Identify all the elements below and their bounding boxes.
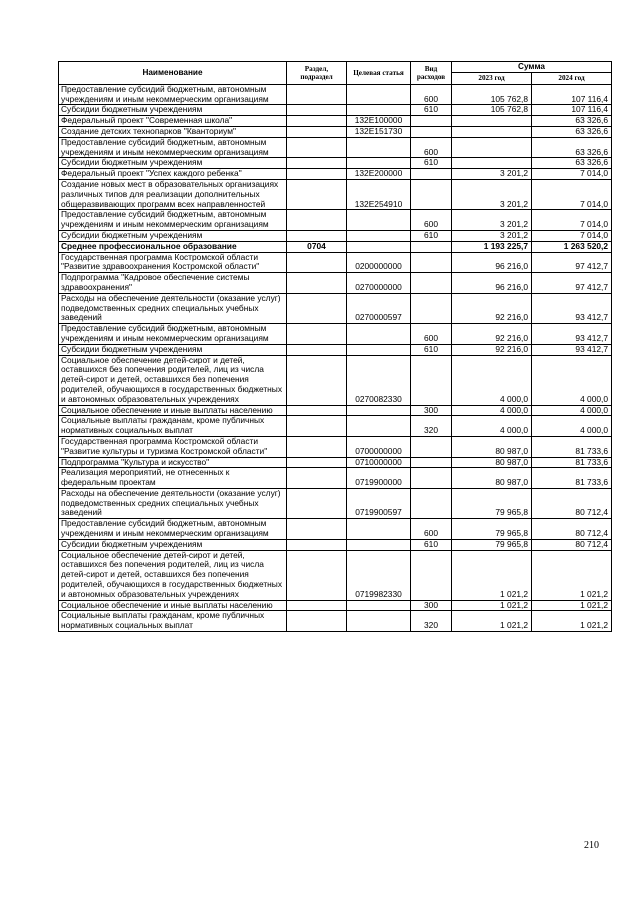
row-kind [411,355,452,405]
table-row [59,293,612,323]
row-name: Предоставление субсидий бюджетным, автономным учреждениям и иным некоммерческим организациям [59,324,287,345]
table-row [59,436,612,457]
row-value-2023: 4 000,0 [452,355,532,405]
row-value-2024: 97 412,7 [532,252,612,273]
table-row [59,405,612,416]
row-section [287,539,347,550]
row-name: Расходы на обеспечение деятельности (оказание услуг) подведомственных средних специальных учебных заведений [59,488,287,518]
table-row [59,324,612,345]
row-value-2023: 1 021,2 [452,611,532,632]
table-row [59,273,612,294]
row-section [287,519,347,540]
row-target [347,210,411,231]
row-section [287,179,347,209]
row-value-2023: 96 216,0 [452,252,532,273]
row-section [287,116,347,127]
header-name: Наименование [59,62,287,85]
row-value-2024: 1 263 520,2 [532,241,612,252]
row-section [287,436,347,457]
row-value-2024: 4 000,0 [532,355,612,405]
row-target: 0270000597 [347,293,411,323]
row-value-2023: 3 201,2 [452,210,532,231]
row-section [287,324,347,345]
row-value-2023: 4 000,0 [452,405,532,416]
row-section [287,488,347,518]
row-kind: 600 [411,137,452,158]
row-section [287,84,347,105]
row-kind: 300 [411,600,452,611]
row-kind [411,169,452,180]
row-target [347,84,411,105]
table-row [59,355,612,405]
row-value-2023: 1 193 225,7 [452,241,532,252]
row-name: Социальное обеспечение и иные выплаты населению [59,600,287,611]
row-value-2023 [452,158,532,169]
row-kind: 600 [411,84,452,105]
row-section [287,137,347,158]
row-value-2024: 80 712,4 [532,488,612,518]
row-value-2024: 63 326,6 [532,137,612,158]
table-row [59,127,612,138]
row-target [347,241,411,252]
row-kind: 320 [411,611,452,632]
row-section [287,457,347,468]
row-value-2024: 4 000,0 [532,405,612,416]
row-section [287,611,347,632]
row-value-2024: 107 116,4 [532,105,612,116]
row-target: 132E100000 [347,116,411,127]
row-name: Предоставление субсидий бюджетным, автономным учреждениям и иным некоммерческим организациям [59,519,287,540]
row-name: Социальное обеспечение детей-сирот и детей, оставшихся без попечения родителей, лиц из числа детей-сирот и детей, оставшихся без попечения родителей, обучающихся в государственных бюджетных и автономных образовательных учреждениях [59,355,287,405]
row-value-2023: 79 965,8 [452,488,532,518]
row-kind [411,457,452,468]
row-target [347,519,411,540]
row-name: Подпрограмма "Кадровое обеспечение системы здравоохранения" [59,273,287,294]
row-kind: 320 [411,416,452,437]
row-section [287,344,347,355]
row-target [347,105,411,116]
row-value-2024: 81 733,6 [532,457,612,468]
row-kind [411,241,452,252]
row-value-2024: 93 412,7 [532,324,612,345]
table-row [59,488,612,518]
table-row [59,169,612,180]
row-kind: 600 [411,519,452,540]
row-value-2023: 3 201,2 [452,169,532,180]
row-section [287,158,347,169]
row-value-2024: 63 326,6 [532,127,612,138]
row-value-2024: 63 326,6 [532,116,612,127]
row-value-2023: 92 216,0 [452,324,532,345]
row-target: 0700000000 [347,436,411,457]
row-kind [411,179,452,209]
row-kind [411,273,452,294]
budget-table-page [58,61,611,632]
row-name: Социальные выплаты гражданам, кроме публичных нормативных социальных выплат [59,416,287,437]
row-name: Создание детских технопарков "Кванториум" [59,127,287,138]
row-value-2024: 1 021,2 [532,550,612,600]
row-value-2024: 93 412,7 [532,293,612,323]
header-year-2024: 2024 год [532,73,612,84]
row-value-2024: 1 021,2 [532,611,612,632]
row-section [287,293,347,323]
row-value-2023 [452,127,532,138]
row-name: Социальные выплаты гражданам, кроме публичных нормативных социальных выплат [59,611,287,632]
row-target: 0200000000 [347,252,411,273]
table-row [59,344,612,355]
row-section [287,468,347,489]
row-target: 0719900597 [347,488,411,518]
row-value-2023: 3 201,2 [452,179,532,209]
row-value-2023: 3 201,2 [452,230,532,241]
row-target [347,539,411,550]
row-value-2024: 7 014,0 [532,230,612,241]
row-value-2023: 92 216,0 [452,344,532,355]
row-kind: 610 [411,344,452,355]
row-target: 0719900000 [347,468,411,489]
row-value-2024: 97 412,7 [532,273,612,294]
row-kind: 610 [411,105,452,116]
row-value-2024: 107 116,4 [532,84,612,105]
row-value-2023: 105 762,8 [452,105,532,116]
row-kind: 600 [411,324,452,345]
row-section [287,230,347,241]
row-target [347,158,411,169]
row-value-2023: 1 021,2 [452,600,532,611]
row-target [347,230,411,241]
table-row [59,600,612,611]
row-name: Государственная программа Костромской области "Развитие здравоохранения Костромской области" [59,252,287,273]
table-row [59,241,612,252]
row-name: Социальное обеспечение и иные выплаты населению [59,405,287,416]
row-value-2023 [452,116,532,127]
row-section [287,252,347,273]
row-target [347,611,411,632]
row-target: 132E151730 [347,127,411,138]
row-section [287,405,347,416]
row-value-2023: 79 965,8 [452,519,532,540]
table-row [59,252,612,273]
row-value-2024: 81 733,6 [532,436,612,457]
row-section [287,416,347,437]
table-row [59,468,612,489]
row-kind [411,468,452,489]
row-name: Подпрограмма "Культура и искусство" [59,457,287,468]
row-name: Предоставление субсидий бюджетным, автономным учреждениям и иным некоммерческим организациям [59,137,287,158]
row-section [287,169,347,180]
table-row [59,105,612,116]
row-value-2023: 1 021,2 [452,550,532,600]
row-section [287,550,347,600]
row-kind [411,293,452,323]
row-kind: 300 [411,405,452,416]
row-value-2023: 105 762,8 [452,84,532,105]
row-name: Субсидии бюджетным учреждениям [59,539,287,550]
row-name: Предоставление субсидий бюджетным, автономным учреждениям и иным некоммерческим организациям [59,210,287,231]
row-value-2023: 79 965,8 [452,539,532,550]
row-value-2024: 1 021,2 [532,600,612,611]
table-row [59,158,612,169]
row-name: Федеральный проект "Успех каждого ребенка" [59,169,287,180]
row-section [287,210,347,231]
row-value-2023: 96 216,0 [452,273,532,294]
row-section [287,273,347,294]
row-target [347,324,411,345]
row-value-2024: 7 014,0 [532,210,612,231]
row-value-2024: 7 014,0 [532,169,612,180]
row-kind: 610 [411,158,452,169]
row-target: 0710000000 [347,457,411,468]
table-row [59,611,612,632]
row-target: 132E200000 [347,169,411,180]
row-value-2024: 81 733,6 [532,468,612,489]
row-value-2023: 4 000,0 [452,416,532,437]
row-name: Субсидии бюджетным учреждениям [59,230,287,241]
row-section [287,600,347,611]
row-value-2024: 4 000,0 [532,416,612,437]
row-value-2024: 80 712,4 [532,539,612,550]
header-target: Целевая статья [347,62,411,85]
row-name: Субсидии бюджетным учреждениям [59,105,287,116]
row-kind [411,116,452,127]
header-section: Раздел, подраздел [287,62,347,85]
row-kind [411,436,452,457]
row-value-2024: 93 412,7 [532,344,612,355]
row-kind [411,252,452,273]
table-row [59,179,612,209]
table-row [59,457,612,468]
row-name: Субсидии бюджетным учреждениям [59,344,287,355]
table-row [59,230,612,241]
row-kind [411,488,452,518]
row-target: 0270000000 [347,273,411,294]
row-name: Реализация мероприятий, не отнесенных к федеральным проектам [59,468,287,489]
row-kind: 610 [411,539,452,550]
row-name: Государственная программа Костромской области "Развитие культуры и туризма Костромской области" [59,436,287,457]
row-section [287,355,347,405]
row-name: Социальное обеспечение детей-сирот и детей, оставшихся без попечения родителей, лиц из числа детей-сирот и детей, оставшихся без попечения родителей, обучающихся в государственных бюджетных и автономных образовательных учреждениях [59,550,287,600]
row-value-2024: 80 712,4 [532,519,612,540]
row-target: 132E254910 [347,179,411,209]
table-row [59,416,612,437]
row-target: 0270082330 [347,355,411,405]
table-row [59,519,612,540]
table-row [59,116,612,127]
row-value-2024: 7 014,0 [532,179,612,209]
row-value-2023: 80 987,0 [452,468,532,489]
header-sum: Сумма [452,62,612,73]
table-row [59,550,612,600]
row-name: Предоставление субсидий бюджетным, автономным учреждениям и иным некоммерческим организациям [59,84,287,105]
row-name: Расходы на обеспечение деятельности (оказание услуг) подведомственных средних специальных учебных заведений [59,293,287,323]
row-value-2023: 92 216,0 [452,293,532,323]
row-value-2024: 63 326,6 [532,158,612,169]
row-kind: 610 [411,230,452,241]
row-target [347,600,411,611]
table-row [59,137,612,158]
table-row [59,84,612,105]
row-kind [411,550,452,600]
row-target [347,405,411,416]
row-kind [411,127,452,138]
page-number: 210 [584,840,599,851]
row-section [287,105,347,116]
row-value-2023: 80 987,0 [452,436,532,457]
row-target [347,137,411,158]
row-target [347,416,411,437]
row-value-2023 [452,137,532,158]
table-row [59,539,612,550]
row-name: Создание новых мест в образовательных организациях различных типов для реализации дополнительных общеразвивающих программ всех направленностей [59,179,287,209]
row-name: Федеральный проект "Современная школа" [59,116,287,127]
row-target [347,344,411,355]
row-name: Субсидии бюджетным учреждениям [59,158,287,169]
table-row [59,210,612,231]
budget-table [58,61,612,632]
header-year-2023: 2023 год [452,73,532,84]
row-kind: 600 [411,210,452,231]
row-section: 0704 [287,241,347,252]
row-value-2023: 80 987,0 [452,457,532,468]
row-name: Среднее профессиональное образование [59,241,287,252]
row-target: 0719982330 [347,550,411,600]
row-section [287,127,347,138]
header-kind: Вид расходов [411,62,452,85]
